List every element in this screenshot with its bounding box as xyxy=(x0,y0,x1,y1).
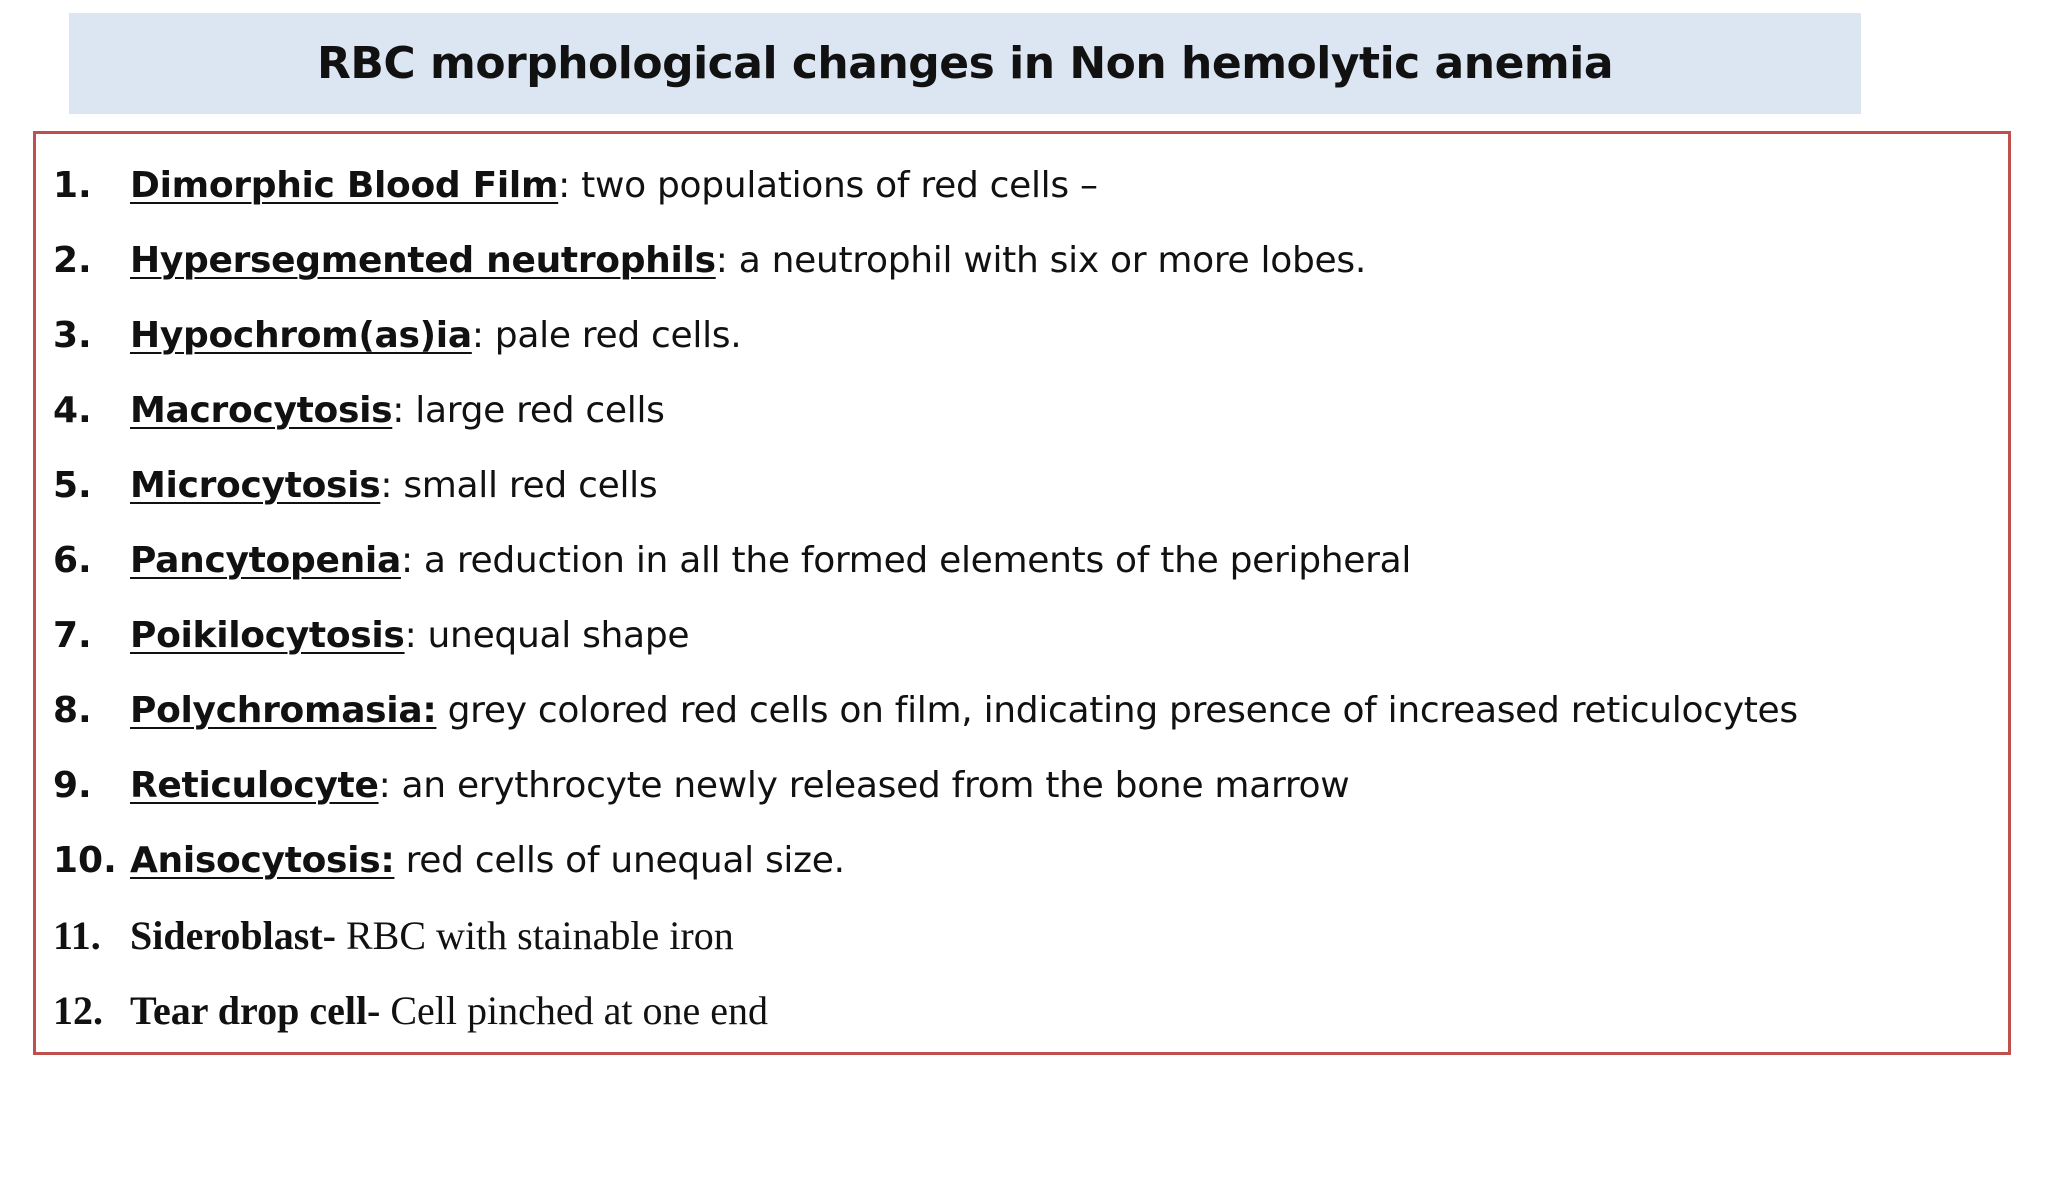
item-text xyxy=(130,315,741,356)
item-text xyxy=(130,765,1349,806)
item-text xyxy=(130,987,768,1034)
item-number: 12. xyxy=(53,987,103,1033)
item-number: 2. xyxy=(53,239,92,281)
item-term: Microcytosis xyxy=(130,464,381,506)
item-text xyxy=(130,690,1798,731)
item-number: 8. xyxy=(53,689,92,731)
item-description: grey colored red cells on film, indicating presence of increased reticulocytes xyxy=(436,689,1798,731)
item-number: 4. xyxy=(53,389,92,431)
item-term: Hypersegmented neutrophils xyxy=(130,239,716,281)
definitions-box xyxy=(33,131,2011,1055)
item-text xyxy=(130,465,657,506)
item-number: 10. xyxy=(53,839,117,881)
item-term: Hypochrom(as)ia xyxy=(130,314,472,356)
item-description: : a reduction in all the formed elements of the peripheral xyxy=(400,539,1412,581)
item-term: Macrocytosis xyxy=(130,389,393,431)
item-text xyxy=(130,165,1098,206)
item-text xyxy=(130,390,665,431)
item-term: Anisocytosis: xyxy=(130,839,395,881)
item-number: 5. xyxy=(53,464,92,506)
item-term: Pancytopenia xyxy=(130,539,401,581)
item-description: : small red cells xyxy=(380,464,658,506)
title-banner xyxy=(69,13,1861,114)
item-term: Poikilocytosis xyxy=(130,614,405,656)
item-term: Tear drop cell- xyxy=(130,987,381,1033)
item-number: 11. xyxy=(53,912,101,958)
item-text xyxy=(130,615,689,656)
item-term: Polychromasia: xyxy=(130,689,437,731)
item-term: Dimorphic Blood Film xyxy=(130,164,559,206)
item-number: 9. xyxy=(53,764,92,806)
item-description: : unequal shape xyxy=(404,614,690,656)
item-number: 7. xyxy=(53,614,92,656)
item-description: : pale red cells. xyxy=(471,314,742,356)
item-description: : an erythrocyte newly released from the bone marrow xyxy=(378,764,1350,806)
item-description: RBC with stainable iron xyxy=(335,912,734,958)
item-description: red cells of unequal size. xyxy=(394,839,845,881)
item-number: 6. xyxy=(53,539,92,581)
item-term: Reticulocyte xyxy=(130,764,379,806)
item-description: : large red cells xyxy=(392,389,665,431)
item-text xyxy=(130,840,845,881)
item-text xyxy=(130,912,734,959)
page-title: RBC morphological changes in Non hemolytic anemia xyxy=(316,38,1614,89)
item-description: : a neutrophil with six or more lobes. xyxy=(715,239,1366,281)
item-number: 1. xyxy=(53,164,92,206)
item-description: Cell pinched at one end xyxy=(380,987,769,1033)
item-term: Sideroblast- xyxy=(130,912,336,958)
item-text xyxy=(130,240,1366,281)
item-description: : two populations of red cells – xyxy=(558,164,1098,206)
item-text xyxy=(130,540,1411,581)
item-number: 3. xyxy=(53,314,92,356)
